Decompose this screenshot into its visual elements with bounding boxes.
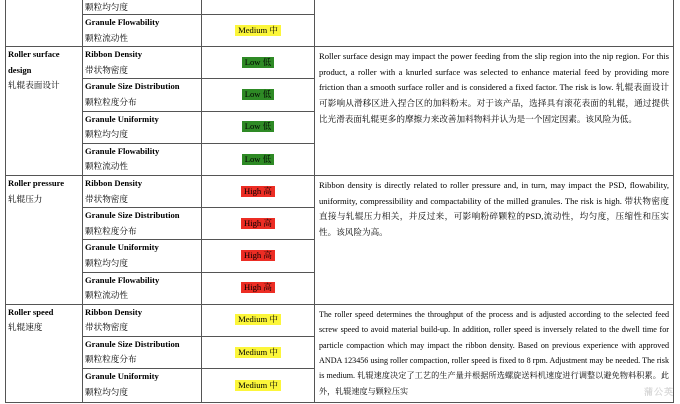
risk-cell	[202, 15, 315, 47]
risk-badge: Medium 中	[235, 380, 281, 391]
attribute-label: Granule Flowability	[85, 145, 160, 156]
attribute-cell	[83, 208, 202, 240]
table-row	[6, 175, 674, 207]
table-row	[6, 47, 674, 79]
attribute-cell	[83, 47, 202, 79]
risk-cell	[202, 272, 315, 304]
attribute-label: Ribbon Density	[85, 306, 143, 317]
risk-badge: High 高	[241, 282, 275, 293]
param-label: Roller speed	[8, 306, 54, 317]
param-label: Roller surface design	[8, 49, 60, 75]
attribute-cn: 颗粒均匀度	[85, 386, 128, 397]
table-row	[6, 304, 674, 336]
risk-cell	[202, 47, 315, 79]
attribute-label: Granule Flowability	[85, 17, 160, 27]
param-cell	[6, 47, 83, 176]
attribute-cn: 颗粒均匀度	[85, 257, 128, 268]
attribute-cell	[83, 336, 202, 368]
attribute-label: Ribbon Density	[85, 177, 143, 188]
attribute-cell	[83, 79, 202, 111]
attribute-cell	[83, 0, 202, 15]
attribute-cell	[83, 175, 202, 207]
risk-assessment-table	[5, 0, 674, 403]
attribute-label: Granule Uniformity	[85, 371, 159, 382]
description-cell: The roller speed determines the throughput of the process and is adjusted according to the selected feed screw speed to avoid material build-up. In addition, roller speed is inversely related to the dwell time for particle compaction which may impact the ribbon density. Based on previous experience with approved ANDA 123456 using roller compaction, roller speed is fixed to 8 rpm. Adjustment may be needed. The risk is medium. 轧辊速度决定了工艺的生产量并根据所选螺旋送料机速度进行调整以避免物料积累。此外，轧辊速度与颗粒压实	[315, 304, 674, 402]
risk-badge: High 高	[241, 186, 275, 197]
risk-cell	[202, 336, 315, 368]
description-cell: Ribbon density is directly related to roller pressure and, in turn, may impact the PSD, flowability, uniformity, compressibility and compactability of the milled granules. The risk is high. 带状物密度直接与轧辊压力相关，并反过来，可影响粉碎颗粒的PSD,流动性，均匀度，压缩性和压实性。该风险为高。	[315, 175, 674, 304]
attribute-label: Ribbon Density	[85, 49, 143, 60]
table-row	[6, 0, 674, 15]
attribute-cn: 颗粒流动性	[85, 32, 128, 43]
attribute-label: Granule Uniformity	[85, 113, 159, 124]
risk-badge: Low 低	[242, 57, 275, 68]
attribute-cn: 颗粒流动性	[85, 161, 128, 172]
risk-cell	[202, 369, 315, 403]
param-cn: 轧辊压力	[8, 193, 43, 204]
risk-cell	[202, 208, 315, 240]
attribute-label: Granule Size Distribution	[85, 81, 180, 92]
attribute-cell	[83, 304, 202, 336]
param-label: Roller pressure	[8, 177, 65, 188]
attribute-cn: 颗粒流动性	[85, 290, 128, 301]
watermark: 蒲公英	[643, 388, 674, 398]
attribute-cn: 颗粒粒度分布	[85, 225, 137, 236]
attribute-cell	[83, 15, 202, 47]
param-cell	[6, 175, 83, 304]
description-cell	[315, 0, 674, 47]
description-cell: Roller surface design may impact the power feeding from the slip region into the nip region. For this product, a roller with a knurled surface was selected to enhance material feed by providing more friction than a smooth surface roller and is considered a fixed factor. The risk is low. 轧辊表面设计可影响从滑移区进入捏合区的加料粉末。对于该产品，选择具有滚花表面的轧辊，通过提供比光滑表面轧辊更多的摩擦力来改善加料物料并认为是一个固定因素。该风险为低。	[315, 47, 674, 176]
attribute-cn: 带状物密度	[85, 322, 128, 333]
risk-badge: Low 低	[242, 154, 275, 165]
risk-cell	[202, 175, 315, 207]
risk-badge: High 高	[241, 250, 275, 261]
param-cell	[6, 0, 83, 47]
param-cn: 轧辊表面设计	[8, 80, 60, 91]
risk-badge: Low 低	[242, 121, 275, 132]
attribute-cell	[83, 111, 202, 143]
attribute-cell	[83, 240, 202, 272]
attribute-cell	[83, 272, 202, 304]
risk-badge: Low 低	[242, 89, 275, 100]
attribute-cn: 带状物密度	[85, 193, 128, 204]
risk-cell	[202, 304, 315, 336]
risk-assessment-document	[5, 0, 674, 403]
attribute-cell	[83, 369, 202, 403]
risk-cell	[202, 0, 315, 15]
risk-cell	[202, 79, 315, 111]
param-cn: 轧辊速度	[8, 322, 43, 333]
risk-badge: High 高	[241, 218, 275, 229]
attribute-label: Granule Size Distribution	[85, 210, 180, 221]
risk-cell	[202, 143, 315, 175]
risk-cell	[202, 111, 315, 143]
attribute-cell	[83, 143, 202, 175]
attribute-cn: 颗粒均匀度	[85, 2, 128, 12]
attribute-label: Granule Flowability	[85, 274, 160, 285]
attribute-label: Granule Uniformity	[85, 242, 159, 253]
attribute-cn: 颗粒粒度分布	[85, 354, 137, 365]
risk-badge: Medium 中	[235, 347, 281, 358]
attribute-cn: 带状物密度	[85, 64, 128, 75]
attribute-cn: 颗粒粒度分布	[85, 96, 137, 107]
risk-badge: Medium 中	[235, 25, 281, 36]
attribute-cn: 颗粒均匀度	[85, 129, 128, 140]
risk-badge: Medium 中	[235, 314, 281, 325]
attribute-label: Granule Size Distribution	[85, 338, 180, 349]
risk-cell	[202, 240, 315, 272]
param-cell	[6, 304, 83, 402]
